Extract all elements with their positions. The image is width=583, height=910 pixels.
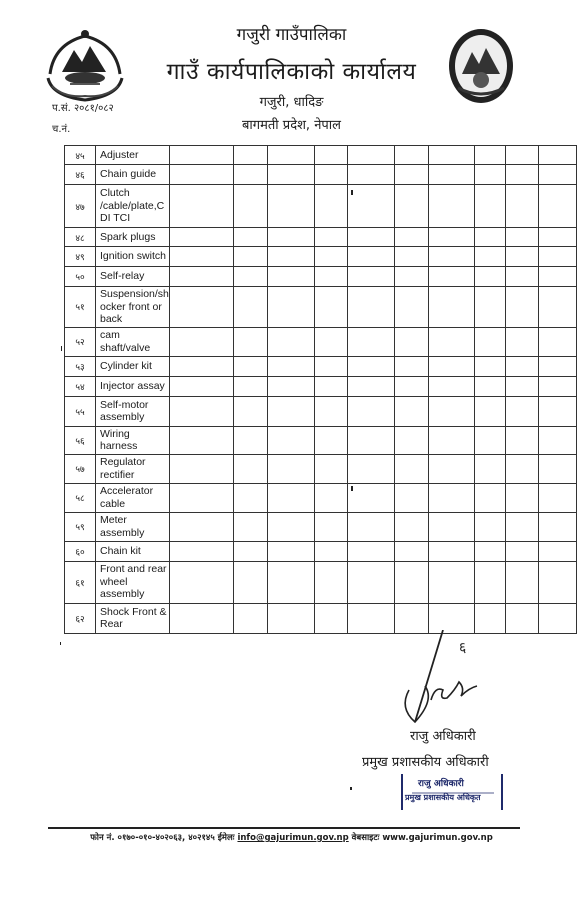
empty-cell (394, 396, 428, 426)
empty-cell (474, 327, 505, 356)
empty-cell (267, 483, 314, 512)
empty-cell (267, 287, 314, 328)
empty-cell (314, 603, 347, 633)
empty-cell (474, 603, 505, 633)
empty-cell (538, 603, 576, 633)
empty-cell (347, 228, 394, 247)
empty-cell (538, 146, 576, 165)
empty-cell (505, 603, 538, 633)
empty-cell (394, 185, 428, 228)
empty-cell (394, 327, 428, 356)
fiscal-reference: प.सं. २०८१/०८२ (52, 103, 114, 114)
empty-cell (505, 267, 538, 287)
stray-mark (351, 190, 353, 195)
empty-cell (267, 541, 314, 561)
empty-cell (538, 165, 576, 185)
empty-cell (347, 396, 394, 426)
empty-cell (394, 426, 428, 454)
part-name: Self-motor assembly (96, 396, 170, 426)
empty-cell (169, 185, 233, 228)
row-number: ५६ (65, 426, 96, 454)
parts-table (64, 145, 577, 634)
empty-cell (538, 561, 576, 603)
empty-cell (347, 267, 394, 287)
empty-cell (394, 228, 428, 247)
part-name: Chain kit (96, 541, 170, 561)
empty-cell (538, 396, 576, 426)
signatory-name: राजु अधिकारी (410, 729, 476, 744)
table-row (65, 267, 577, 287)
part-name: Regulator rectifier (96, 454, 170, 483)
empty-cell (428, 228, 474, 247)
empty-cell (538, 185, 576, 228)
empty-cell (474, 267, 505, 287)
row-number: ४७ (65, 185, 96, 228)
empty-cell (538, 541, 576, 561)
empty-cell (314, 512, 347, 541)
dispatch-number: च.नं. (52, 124, 71, 135)
row-number: ६० (65, 541, 96, 561)
empty-cell (505, 287, 538, 328)
empty-cell (233, 376, 267, 396)
empty-cell (314, 287, 347, 328)
empty-cell (347, 185, 394, 228)
empty-cell (347, 165, 394, 185)
empty-cell (474, 454, 505, 483)
footer-divider (48, 827, 520, 829)
empty-cell (428, 185, 474, 228)
empty-cell (428, 327, 474, 356)
empty-cell (169, 376, 233, 396)
empty-cell (474, 287, 505, 328)
empty-cell (538, 267, 576, 287)
empty-cell (233, 287, 267, 328)
part-name: Clutch /cable/plate,C DI TCI (96, 185, 170, 228)
empty-cell (474, 165, 505, 185)
empty-cell (394, 165, 428, 185)
empty-cell (169, 287, 233, 328)
table-row (65, 512, 577, 541)
empty-cell (233, 247, 267, 267)
svg-text:६: ६ (459, 640, 467, 656)
part-name: Accelerator cable (96, 483, 170, 512)
stray-mark (61, 346, 62, 351)
table-row (65, 483, 577, 512)
empty-cell (169, 247, 233, 267)
row-number: ५५ (65, 396, 96, 426)
table-row (65, 396, 577, 426)
empty-cell (347, 541, 394, 561)
empty-cell (474, 185, 505, 228)
footer-email-label: ईमेलः (217, 833, 235, 843)
empty-cell (267, 512, 314, 541)
empty-cell (314, 561, 347, 603)
empty-cell (314, 185, 347, 228)
empty-cell (394, 376, 428, 396)
signatory-title: प्रमुख प्रशासकीय अधिकारी (362, 755, 489, 770)
empty-cell (267, 165, 314, 185)
empty-cell (474, 146, 505, 165)
empty-cell (474, 228, 505, 247)
empty-cell (169, 165, 233, 185)
empty-cell (505, 512, 538, 541)
empty-cell (169, 541, 233, 561)
empty-cell (428, 287, 474, 328)
row-number: ५८ (65, 483, 96, 512)
table-row (65, 287, 577, 328)
empty-cell (267, 396, 314, 426)
empty-cell (314, 396, 347, 426)
empty-cell (505, 561, 538, 603)
empty-cell (169, 426, 233, 454)
empty-cell (347, 287, 394, 328)
empty-cell (233, 146, 267, 165)
empty-cell (394, 603, 428, 633)
stamp-title: प्रमुख प्रशासकीय अधिकृत (405, 793, 481, 802)
empty-cell (169, 146, 233, 165)
empty-cell (394, 512, 428, 541)
empty-cell (233, 483, 267, 512)
empty-cell (347, 561, 394, 603)
empty-cell (267, 603, 314, 633)
empty-cell (428, 247, 474, 267)
empty-cell (428, 561, 474, 603)
empty-cell (267, 146, 314, 165)
footer-phone: फोन नं. ०१७०-०१०-४०२०६३, ४०२१४५ (90, 833, 215, 843)
part-name: Meter assembly (96, 512, 170, 541)
part-name: Cylinder kit (96, 356, 170, 376)
empty-cell (347, 483, 394, 512)
empty-cell (538, 287, 576, 328)
row-number: ५७ (65, 454, 96, 483)
empty-cell (428, 267, 474, 287)
empty-cell (505, 228, 538, 247)
empty-cell (474, 396, 505, 426)
empty-cell (347, 356, 394, 376)
empty-cell (233, 396, 267, 426)
empty-cell (169, 512, 233, 541)
table-row (65, 185, 577, 228)
empty-cell (267, 454, 314, 483)
part-name: Front and rear wheel assembly (96, 561, 170, 603)
empty-cell (394, 541, 428, 561)
table-row (65, 327, 577, 356)
empty-cell (428, 454, 474, 483)
empty-cell (538, 426, 576, 454)
empty-cell (267, 247, 314, 267)
table-row (65, 146, 577, 165)
empty-cell (428, 426, 474, 454)
part-name: Ignition switch (96, 247, 170, 267)
empty-cell (505, 146, 538, 165)
empty-cell (233, 512, 267, 541)
empty-cell (233, 327, 267, 356)
empty-cell (169, 396, 233, 426)
handwritten-signature-icon (395, 630, 505, 730)
empty-cell (428, 396, 474, 426)
empty-cell (538, 228, 576, 247)
empty-cell (394, 454, 428, 483)
empty-cell (314, 454, 347, 483)
empty-cell (394, 483, 428, 512)
empty-cell (347, 376, 394, 396)
empty-cell (169, 603, 233, 633)
empty-cell (314, 356, 347, 376)
empty-cell (505, 376, 538, 396)
empty-cell (314, 165, 347, 185)
empty-cell (314, 228, 347, 247)
empty-cell (347, 146, 394, 165)
empty-cell (267, 267, 314, 287)
empty-cell (233, 603, 267, 633)
empty-cell (474, 483, 505, 512)
empty-cell (314, 247, 347, 267)
empty-cell (169, 356, 233, 376)
empty-cell (428, 603, 474, 633)
row-number: ५० (65, 267, 96, 287)
empty-cell (233, 165, 267, 185)
table-row (65, 247, 577, 267)
row-number: ६१ (65, 561, 96, 603)
empty-cell (394, 561, 428, 603)
empty-cell (233, 228, 267, 247)
part-name: Injector assay (96, 376, 170, 396)
empty-cell (267, 426, 314, 454)
part-name: Chain guide (96, 165, 170, 185)
table-row (65, 228, 577, 247)
empty-cell (394, 146, 428, 165)
part-name: Adjuster (96, 146, 170, 165)
empty-cell (347, 327, 394, 356)
empty-cell (505, 165, 538, 185)
empty-cell (394, 356, 428, 376)
empty-cell (347, 603, 394, 633)
empty-cell (233, 561, 267, 603)
office-name: गाउँ कार्यपालिकाको कार्यालय (166, 59, 417, 85)
table-row (65, 541, 577, 561)
table-row (65, 454, 577, 483)
empty-cell (233, 454, 267, 483)
empty-cell (428, 146, 474, 165)
empty-cell (538, 454, 576, 483)
empty-cell (233, 267, 267, 287)
empty-cell (169, 483, 233, 512)
part-name: Shock Front & Rear (96, 603, 170, 633)
province-name: बागमती प्रदेश, नेपाल (242, 118, 341, 133)
empty-cell (474, 426, 505, 454)
empty-cell (394, 267, 428, 287)
row-number: ५४ (65, 376, 96, 396)
table-row (65, 603, 577, 633)
empty-cell (314, 327, 347, 356)
row-number: ६२ (65, 603, 96, 633)
empty-cell (505, 185, 538, 228)
row-number: ५१ (65, 287, 96, 328)
empty-cell (538, 483, 576, 512)
empty-cell (505, 426, 538, 454)
stray-mark (351, 486, 353, 491)
empty-cell (394, 287, 428, 328)
empty-cell (474, 376, 505, 396)
footer-website-link[interactable]: www.gajurimun.gov.np (382, 833, 493, 843)
part-name: cam shaft/valve (96, 327, 170, 356)
empty-cell (169, 267, 233, 287)
office-location: गजुरी, धादिङ (259, 95, 324, 110)
table-row (65, 356, 577, 376)
table-row (65, 165, 577, 185)
footer-email-link[interactable]: info@gajurimun.gov.np (237, 833, 349, 843)
empty-cell (474, 512, 505, 541)
empty-cell (474, 356, 505, 376)
table-row (65, 561, 577, 603)
stray-mark (350, 787, 352, 790)
empty-cell (233, 541, 267, 561)
empty-cell (267, 356, 314, 376)
empty-cell (538, 327, 576, 356)
part-name: Self-relay (96, 267, 170, 287)
empty-cell (505, 483, 538, 512)
empty-cell (347, 426, 394, 454)
stamp-name: राजु अधिकारी (418, 779, 464, 789)
row-number: ४८ (65, 228, 96, 247)
empty-cell (314, 267, 347, 287)
row-number: ५९ (65, 512, 96, 541)
footer-contact (0, 832, 583, 843)
table-row (65, 426, 577, 454)
empty-cell (169, 561, 233, 603)
empty-cell (314, 483, 347, 512)
empty-cell (233, 185, 267, 228)
table-row (65, 376, 577, 396)
empty-cell (267, 376, 314, 396)
empty-cell (505, 454, 538, 483)
row-number: ४९ (65, 247, 96, 267)
empty-cell (169, 454, 233, 483)
part-name: Suspension/sh ocker front or back (96, 287, 170, 328)
empty-cell (267, 185, 314, 228)
empty-cell (428, 541, 474, 561)
empty-cell (538, 247, 576, 267)
empty-cell (314, 146, 347, 165)
empty-cell (233, 426, 267, 454)
empty-cell (538, 376, 576, 396)
row-number: ४६ (65, 165, 96, 185)
empty-cell (233, 356, 267, 376)
empty-cell (394, 247, 428, 267)
empty-cell (347, 247, 394, 267)
empty-cell (169, 228, 233, 247)
empty-cell (505, 247, 538, 267)
empty-cell (538, 512, 576, 541)
part-name: Wiring harness (96, 426, 170, 454)
empty-cell (267, 327, 314, 356)
municipality-name: गजुरी गाउँपालिका (236, 25, 347, 45)
empty-cell (538, 356, 576, 376)
part-name: Spark plugs (96, 228, 170, 247)
row-number: ५२ (65, 327, 96, 356)
empty-cell (474, 247, 505, 267)
row-number: ४५ (65, 146, 96, 165)
empty-cell (428, 165, 474, 185)
empty-cell (267, 228, 314, 247)
empty-cell (314, 376, 347, 396)
empty-cell (474, 561, 505, 603)
footer-website-label: वेबसाइटः (351, 833, 380, 843)
empty-cell (505, 327, 538, 356)
empty-cell (505, 396, 538, 426)
empty-cell (314, 541, 347, 561)
empty-cell (505, 541, 538, 561)
empty-cell (474, 541, 505, 561)
stray-mark (60, 642, 61, 645)
empty-cell (314, 426, 347, 454)
empty-cell (428, 483, 474, 512)
empty-cell (267, 561, 314, 603)
empty-cell (505, 356, 538, 376)
empty-cell (169, 327, 233, 356)
empty-cell (428, 376, 474, 396)
empty-cell (347, 512, 394, 541)
empty-cell (428, 512, 474, 541)
row-number: ५३ (65, 356, 96, 376)
empty-cell (428, 356, 474, 376)
empty-cell (347, 454, 394, 483)
